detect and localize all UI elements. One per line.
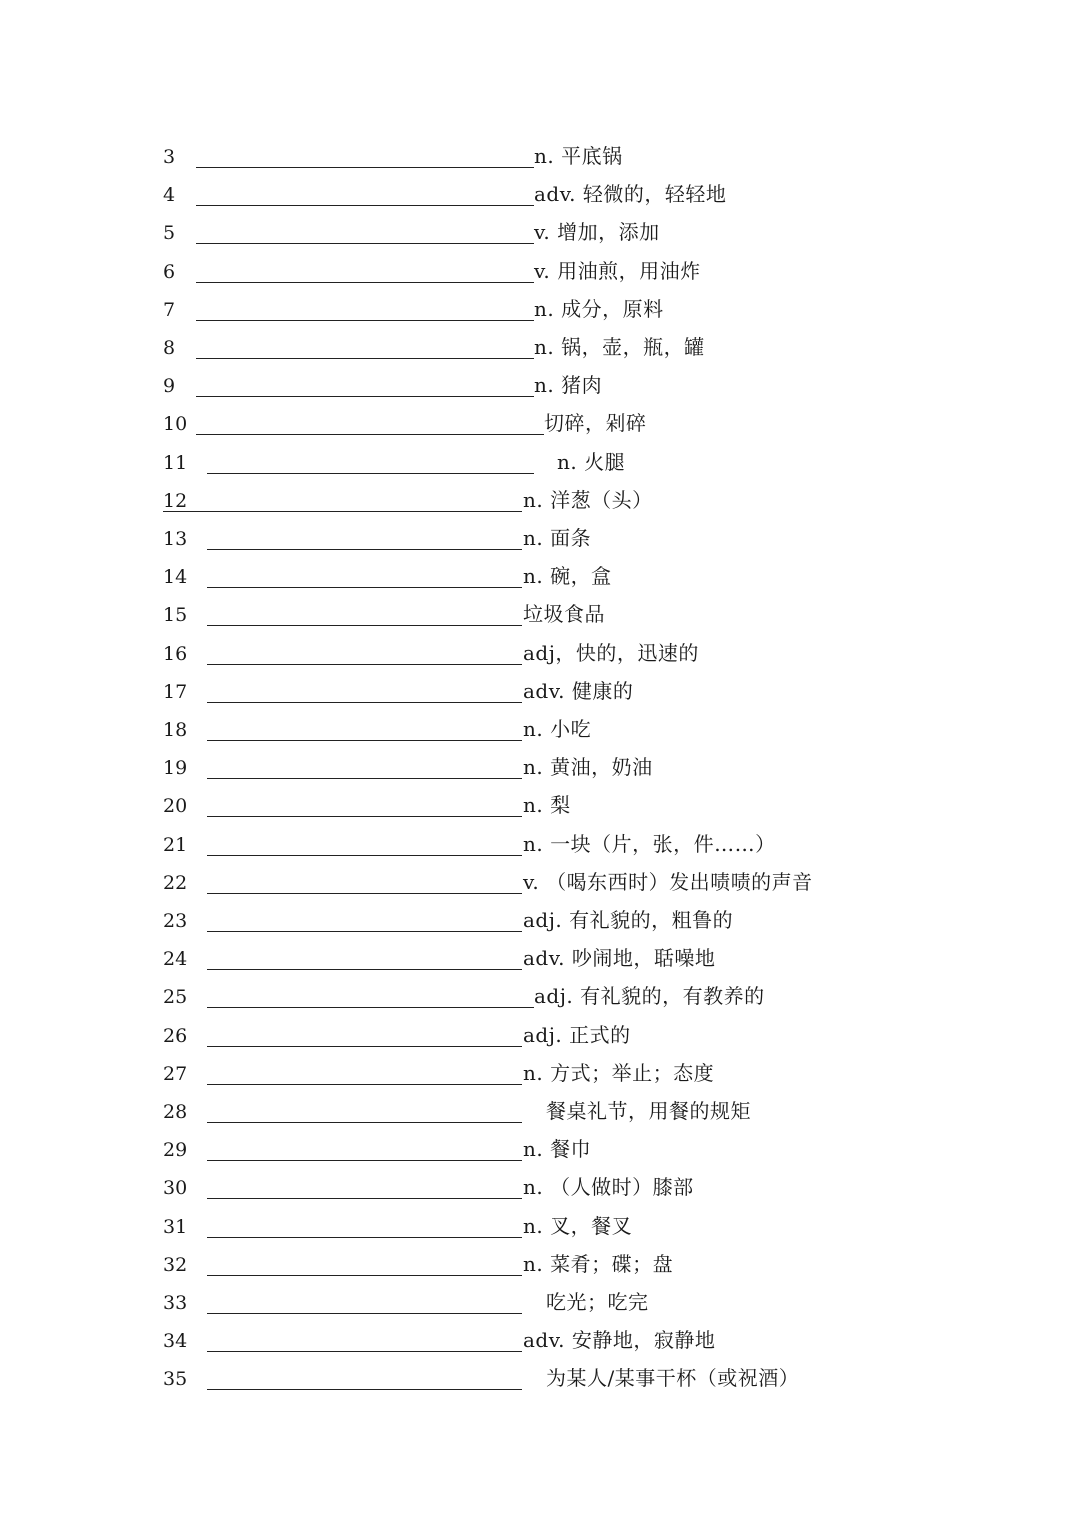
item-number: 5 xyxy=(163,222,176,245)
vocab-item xyxy=(0,370,1080,408)
item-number: 31 xyxy=(163,1215,188,1238)
item-definition: n. 碗，盒 xyxy=(523,564,612,589)
answer-blank-line[interactable] xyxy=(207,1160,522,1161)
item-definition: adj. 正式的 xyxy=(523,1022,631,1047)
vocab-item xyxy=(0,1172,1080,1210)
item-definition: 垃圾食品 xyxy=(523,602,605,627)
item-definition: n. 平底锅 xyxy=(534,144,623,168)
vocab-item xyxy=(0,905,1080,943)
vocab-item xyxy=(0,1249,1080,1287)
vocab-item xyxy=(0,1058,1080,1096)
answer-blank-line[interactable] xyxy=(207,1313,522,1314)
item-definition: n. 成分，原料 xyxy=(534,296,664,321)
vocab-item xyxy=(0,447,1080,485)
answer-blank-line[interactable] xyxy=(196,282,534,283)
item-definition: n. 面条 xyxy=(523,526,592,550)
answer-blank-line[interactable] xyxy=(207,1046,522,1047)
vocab-item xyxy=(0,981,1080,1019)
item-number: 23 xyxy=(163,910,188,932)
item-number: 34 xyxy=(163,1330,188,1353)
item-definition: adv. 安静地，寂静地 xyxy=(523,1328,716,1353)
item-definition: n. 叉，餐叉 xyxy=(523,1213,633,1238)
item-definition: n. 黄油，奶油 xyxy=(523,755,653,780)
vocab-item xyxy=(0,752,1080,790)
item-definition: n. 小吃 xyxy=(523,717,592,741)
answer-blank-line[interactable] xyxy=(207,664,522,665)
vocab-item xyxy=(0,1211,1080,1249)
item-definition: 餐桌礼节，用餐的规矩 xyxy=(546,1099,751,1123)
item-definition: adv. 吵闹地，聒噪地 xyxy=(523,946,716,971)
item-definition: v. 增加，添加 xyxy=(534,220,660,245)
item-number: 7 xyxy=(163,298,176,321)
vocab-item xyxy=(0,141,1080,179)
answer-blank-line[interactable] xyxy=(207,1351,522,1352)
answer-blank-line[interactable] xyxy=(207,855,522,856)
item-definition: 为某人/某事干杯（或祝酒） xyxy=(546,1366,800,1391)
item-number: 12 xyxy=(163,489,188,512)
item-definition: v. 用油煎，用油炸 xyxy=(534,258,701,283)
item-number: 18 xyxy=(163,719,188,741)
item-definition: n. 一块（片，张，件……） xyxy=(523,831,776,856)
vocab-item xyxy=(0,714,1080,752)
vocab-item xyxy=(0,790,1080,828)
answer-blank-line[interactable] xyxy=(207,702,522,703)
answer-blank-line[interactable] xyxy=(207,740,522,741)
item-number: 3 xyxy=(163,146,176,168)
item-definition: adv. 轻微的，轻轻地 xyxy=(534,182,727,207)
vocab-item xyxy=(0,294,1080,332)
item-number: 17 xyxy=(163,680,188,703)
vocab-item xyxy=(0,332,1080,370)
answer-blank-line[interactable] xyxy=(207,1237,522,1238)
item-number: 20 xyxy=(163,795,188,818)
item-number: 30 xyxy=(163,1177,188,1200)
vocab-item xyxy=(0,599,1080,637)
item-definition: n. 菜肴；碟；盘 xyxy=(523,1251,674,1276)
answer-blank-line[interactable] xyxy=(196,243,534,244)
vocab-item xyxy=(0,943,1080,981)
item-definition: 吃光；吃完 xyxy=(546,1290,649,1314)
answer-blank-line[interactable] xyxy=(207,778,522,779)
item-number: 33 xyxy=(163,1292,188,1314)
item-number: 9 xyxy=(163,375,176,398)
vocab-item xyxy=(0,829,1080,867)
item-number: 14 xyxy=(163,566,188,589)
item-number: 22 xyxy=(163,871,188,894)
item-number: 16 xyxy=(163,642,188,665)
item-number: 15 xyxy=(163,604,188,627)
item-number: 10 xyxy=(163,413,188,436)
item-number: 11 xyxy=(163,451,188,474)
answer-blank-line[interactable] xyxy=(207,893,522,894)
answer-blank-line[interactable] xyxy=(196,205,534,206)
answer-blank-line[interactable] xyxy=(163,511,522,512)
answer-blank-line[interactable] xyxy=(207,1007,534,1008)
item-definition: n. 锅，壶，瓶，罐 xyxy=(534,335,705,359)
item-definition: n. 梨 xyxy=(523,793,571,818)
item-number: 24 xyxy=(163,948,188,971)
item-number: 4 xyxy=(163,184,176,207)
vocab-item xyxy=(0,523,1080,561)
item-number: 19 xyxy=(163,757,188,780)
answer-blank-line[interactable] xyxy=(207,969,522,970)
vocab-item xyxy=(0,638,1080,676)
item-number: 28 xyxy=(163,1101,188,1123)
item-number: 25 xyxy=(163,986,188,1009)
item-definition: n. 猪肉 xyxy=(534,373,603,398)
answer-blank-line[interactable] xyxy=(207,816,522,817)
vocab-item xyxy=(0,561,1080,599)
vocab-item xyxy=(0,179,1080,217)
item-definition: n. 洋葱（头） xyxy=(523,487,653,512)
answer-blank-line[interactable] xyxy=(196,396,534,397)
item-number: 6 xyxy=(163,260,176,283)
answer-blank-line[interactable] xyxy=(207,625,522,626)
answer-blank-line[interactable] xyxy=(207,1389,522,1390)
answer-blank-line[interactable] xyxy=(207,1122,522,1123)
vocab-item xyxy=(0,1287,1080,1325)
vocab-item xyxy=(0,1363,1080,1401)
item-number: 35 xyxy=(163,1368,188,1391)
vocab-item xyxy=(0,256,1080,294)
vocab-item xyxy=(0,676,1080,714)
vocab-item xyxy=(0,408,1080,446)
item-definition: v. （喝东西时）发出啧啧的声音 xyxy=(523,869,813,894)
answer-blank-line[interactable] xyxy=(196,320,534,321)
item-definition: 切碎，剁碎 xyxy=(544,411,647,436)
item-number: 29 xyxy=(163,1139,188,1162)
item-number: 13 xyxy=(163,528,188,550)
vocab-item xyxy=(0,867,1080,905)
item-number: 21 xyxy=(163,833,188,856)
answer-blank-line[interactable] xyxy=(207,473,534,474)
item-number: 8 xyxy=(163,337,176,359)
item-definition: adj，快的，迅速的 xyxy=(523,640,699,665)
item-definition: adv. 健康的 xyxy=(523,678,634,703)
item-number: 32 xyxy=(163,1253,188,1276)
item-definition: adj. 有礼貌的，有教养的 xyxy=(534,984,765,1009)
item-definition: n. （人做时）膝部 xyxy=(523,1175,694,1200)
answer-blank-line[interactable] xyxy=(196,434,544,435)
vocab-item xyxy=(0,1020,1080,1058)
vocab-item xyxy=(0,1096,1080,1134)
answer-blank-line[interactable] xyxy=(207,1084,522,1085)
vocab-item xyxy=(0,485,1080,523)
answer-blank-line[interactable] xyxy=(207,1198,522,1199)
answer-blank-line[interactable] xyxy=(207,587,522,588)
item-definition: n. 方式；举止；态度 xyxy=(523,1060,715,1085)
item-number: 27 xyxy=(163,1062,188,1085)
vocab-item xyxy=(0,1325,1080,1363)
answer-blank-line[interactable] xyxy=(207,1275,522,1276)
item-number: 26 xyxy=(163,1024,188,1047)
vocab-item xyxy=(0,217,1080,255)
vocab-item xyxy=(0,1134,1080,1172)
item-definition: n. 餐巾 xyxy=(523,1137,592,1162)
answer-blank-line[interactable] xyxy=(207,931,522,932)
answer-blank-line[interactable] xyxy=(196,358,534,359)
answer-blank-line[interactable] xyxy=(196,167,534,168)
item-definition: n. 火腿 xyxy=(557,449,626,474)
answer-blank-line[interactable] xyxy=(207,549,522,550)
item-definition: adj. 有礼貌的，粗鲁的 xyxy=(523,908,734,932)
